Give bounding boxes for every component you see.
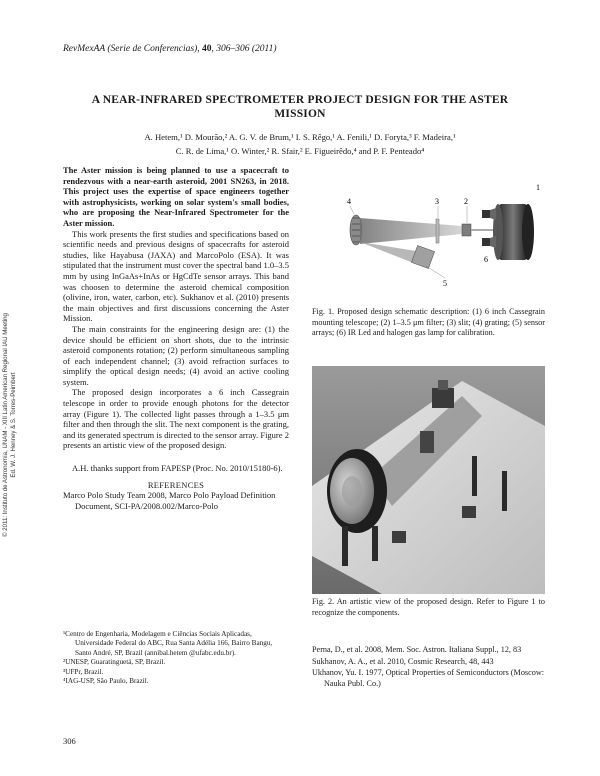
footnote: ⁴IAG-USP, São Paulo, Brazil. [63,677,149,686]
journal-header [63,44,277,54]
body-paragraph: This work presents the first studies and specifications based on scientific needs and previous designs of spacecrafts for asteroid studies, like Hayabusa (JAXA) and MarcoPolo (ESA). It was stipulated that the instrument must cover the spectral band 1.0–3.5 mm by using InGaAs+InAs or HgCdTe sensor arrays. This band was choosen to determine the asteroid chemical composition (olivine, iron, water, carbon, etc). Sukhanov et al. (2010) presents the main objectives and first discussions concerning the Aster Mission. [63,228,289,324]
footnote: ¹Centro de Engenharia, Modelagem e Ciências Sociais Aplicadas, Universidade Federal do ABC, Rua Santa Adélia 166, Bairro Bangu, Santo André, SP, Brazil (annibal.hetem @ufabc.edu.br). [63,630,273,657]
footnotes [63,630,289,686]
telescope-component [327,449,387,533]
figure-1-schematic [312,182,545,292]
figure-label: 3 [435,197,439,206]
filter-component [462,224,471,236]
figure-label: 5 [443,279,447,288]
figure-2-caption: Fig. 2. An artistic view of the proposed design. Refer to Figure 1 to recognize the components. [312,597,545,617]
grating-housing [432,388,454,408]
copyright-text [2,313,18,537]
reference-entry: Ukhanov, Yu. I. 1977, Optical Properties of Semiconductors (Moscow: Nauka Publ. Co.) [312,668,545,688]
reference-entry: Marco Polo Study Team 2008, Marco Polo Payload Definition Document, SCI-PA/2008.002/Marco-Polo [63,490,276,511]
light-beam [360,218,462,244]
journal-name: RevMexAA (Serie de Conferencias), [63,44,200,54]
calibration-lamp [392,531,406,543]
figure-1-caption: Fig. 1. Proposed design schematic description: (1) 6 inch Cassegrain mounting telescope; (2) 1–3.5 μm filter; (3) slit; (4) grating; (5) sensor arrays; (6) IR Led and halogen gas lamp for calibration. [312,307,545,338]
sensor-array [411,245,434,268]
left-column [63,165,289,511]
paper-title: A NEAR-INFRARED SPECTROMETER PROJECT DESIGN FOR THE ASTER MISSION [91,94,509,120]
footnote: ³UFPr, Brazil. [63,667,104,676]
figure-label: 6 [484,255,488,264]
journal-pages: , 306–306 (2011) [211,44,277,54]
figure-label: 4 [347,197,351,206]
author-line: C. R. de Lima,¹ O. Winter,² R. Sfair,² E. Figueirêdo,⁴ and P. F. Penteado⁴ [175,146,425,156]
figure-2-render [312,366,545,594]
abstract: The Aster mission is being planned to use a spacecraft to rendezvous with a near-earth asteroid, 2001 SN263, in 2018. This project uses the expertise of space engineers together with astrophysicists, working on solar system's small bodies, who are proposing the Near-Infrared Spectrometer for the Aster mission. [63,165,289,228]
telescope-component [493,204,534,260]
references-heading: REFERENCES [147,479,205,490]
journal-volume: 40 [202,44,212,54]
footnote: ²UNESP, Guaratinguetá, SP, Brazil. [63,658,166,667]
body-paragraph: The main constraints for the engineering design are: (1) the device should be efficient on short shots, due to the intrinsic asteroid components rotation; (2) perform simultaneous sampling of each independent channel; (3) avoid refraction surfaces to simplify the optical design needs; (4) avoid an active cooling system. [63,323,289,387]
right-references [312,645,545,690]
body-paragraph: The proposed design incorporates a 6 inch Cassegrain telescope in order to provide enough photons for the detector array (Figure 1). The collected light passes through a 1–3.5 μm filter and then through the slit. The next component is the grating, and its generated spectrum is directed to the sensor array. Figure 2 presents an artistic view of the proposed design. [63,387,289,451]
figure-label: 1 [536,183,540,192]
slit-mount [420,431,434,453]
calibration-lamp [462,506,476,518]
author-line: A. Hetem,¹ D. Mourão,² A. G. V. de Brum,¹ I. S. Rêgo,¹ A. Fenili,¹ D. Foryta,³ F. Madeira,¹ [144,132,456,142]
copyright-line: Ed. W. J. Henney & S. Torres-Peimbert [10,372,17,478]
slit-component [436,219,439,243]
reference-entry: Sukhanov, A. A., et al. 2010, Cosmic Research, 48, 443 [312,656,494,666]
author-list [63,130,537,158]
acknowledgement: A.H. thanks support from FAPESP (Proc. No. 2010/15180-6). [72,463,283,474]
figure-label: 2 [464,197,468,206]
copyright-line: © 2011: Instituto de Astronomía, UNAM - XIII Latin American Regional IAU Meeting [2,313,9,537]
reference-entry: Perna, D., et al. 2008, Mem. Soc. Astron. Italiana Suppl., 12, 83 [312,645,522,654]
copyright-sidebar [4,262,16,588]
page-number: 306 [63,736,76,746]
